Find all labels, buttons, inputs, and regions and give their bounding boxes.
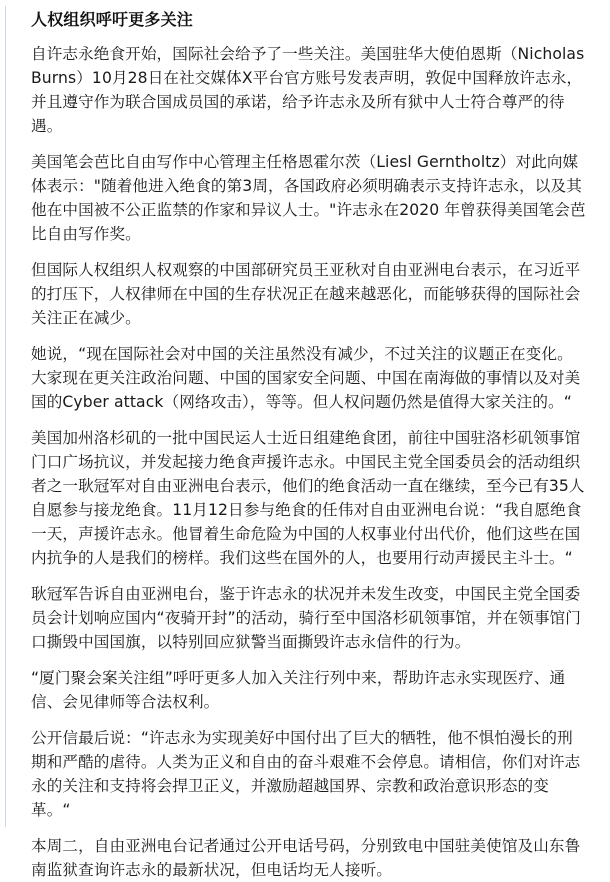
paragraph-6: 耿冠军告诉自由亚洲电台，鉴于许志永的状况并未发生改变，中国民主党全国委员会计划响应国内“夜骑开封”的活动，骑行至中国洛杉矶领事馆，并在领事馆门口撕毁中国国旗，以特别回应狱警当面撕毁许志永信件的行为。	[31, 585, 581, 651]
paragraph-9: 本周二，自由亚洲电台记者通过公开电话号码，分别致电中国驻美使馆及山东鲁南监狱查询许志永的最新状况，但电话均无人接听。	[31, 837, 581, 879]
paragraph-2: 美国笔会芭比自由写作中心管理主任格恩霍尔茨（Liesl Gerntholtz）对此向媒体表示："随着他进入绝食的第3周，各国政府必须明确表示支持许志永，以及其他在中国被不公正监禁的作家和异议人士。"许志永在2020 年曾获得美国笔会芭比自由写作奖。	[31, 153, 586, 243]
paragraph-4: 她说，“现在国际社会对中国的关注虽然没有减少，不过关注的议题正在变化。大家现在更关注政治问题、中国的国家安全问题、中国在南海做的事情以及对美国的Cyber attack（网络攻击），等等。但人权问题仍然是值得大家关注的。“	[31, 345, 581, 411]
paragraph-7: “厦门聚会案关注组”呼吁更多人加入关注行列中来，帮助许志永实现医疗、通信、会见律师等合法权利。	[31, 669, 566, 711]
paragraph-5: 美国加州洛杉矶的一批中国民运人士近日组建绝食团，前往中国驻洛杉矶领事馆门口广场抗议，并发起接力绝食声援许志永。中国民主党全国委员会的活动组织者之一耿冠军对自由亚洲电台表示，他们的绝食活动一直在继续，至今已有35人自愿参与接龙绝食。11月12日参与绝食的任伟对自由亚洲电台说：“我自愿绝食一天，声援许志永。他冒着生命危险为中国的人权事业付出代价，他们这些在国内抗争的人是我们的榜样。我们这些在国外的人，也要用行动声援民主斗士。“	[31, 429, 585, 567]
paragraph-3: 但国际人权组织人权观察的中国部研究员王亚秋对自由亚洲电台表示，在习近平的打压下，人权律师在中国的生存状况正在越来越恶化，而能够获得的国际社会关注正在减少。	[31, 261, 581, 327]
section-heading: 人权组织呼吁更多关注	[31, 10, 194, 29]
paragraph-1: 自许志永绝食开始，国际社会给予了一些关注。美国驻华大使伯恩斯（Nicholas Burns）10月28日在社交媒体X平台官方账号发表声明，敦促中国释放许志永，并且遵守作为联合国成员国的承诺，给予许志永及所有狱中人士符合尊严的待遇。	[31, 45, 585, 135]
paragraph-8: 公开信最后说：“许志永为实现美好中国付出了巨大的牺牲，他不惧怕漫长的刑期和严酷的虐待。人类为正义和自由的奋斗艰难不会停息。请相信，你们对许志永的关注和支持将会捍卫正义，并激励超越国界、宗教和政治意识形态的变革。“	[31, 729, 581, 819]
